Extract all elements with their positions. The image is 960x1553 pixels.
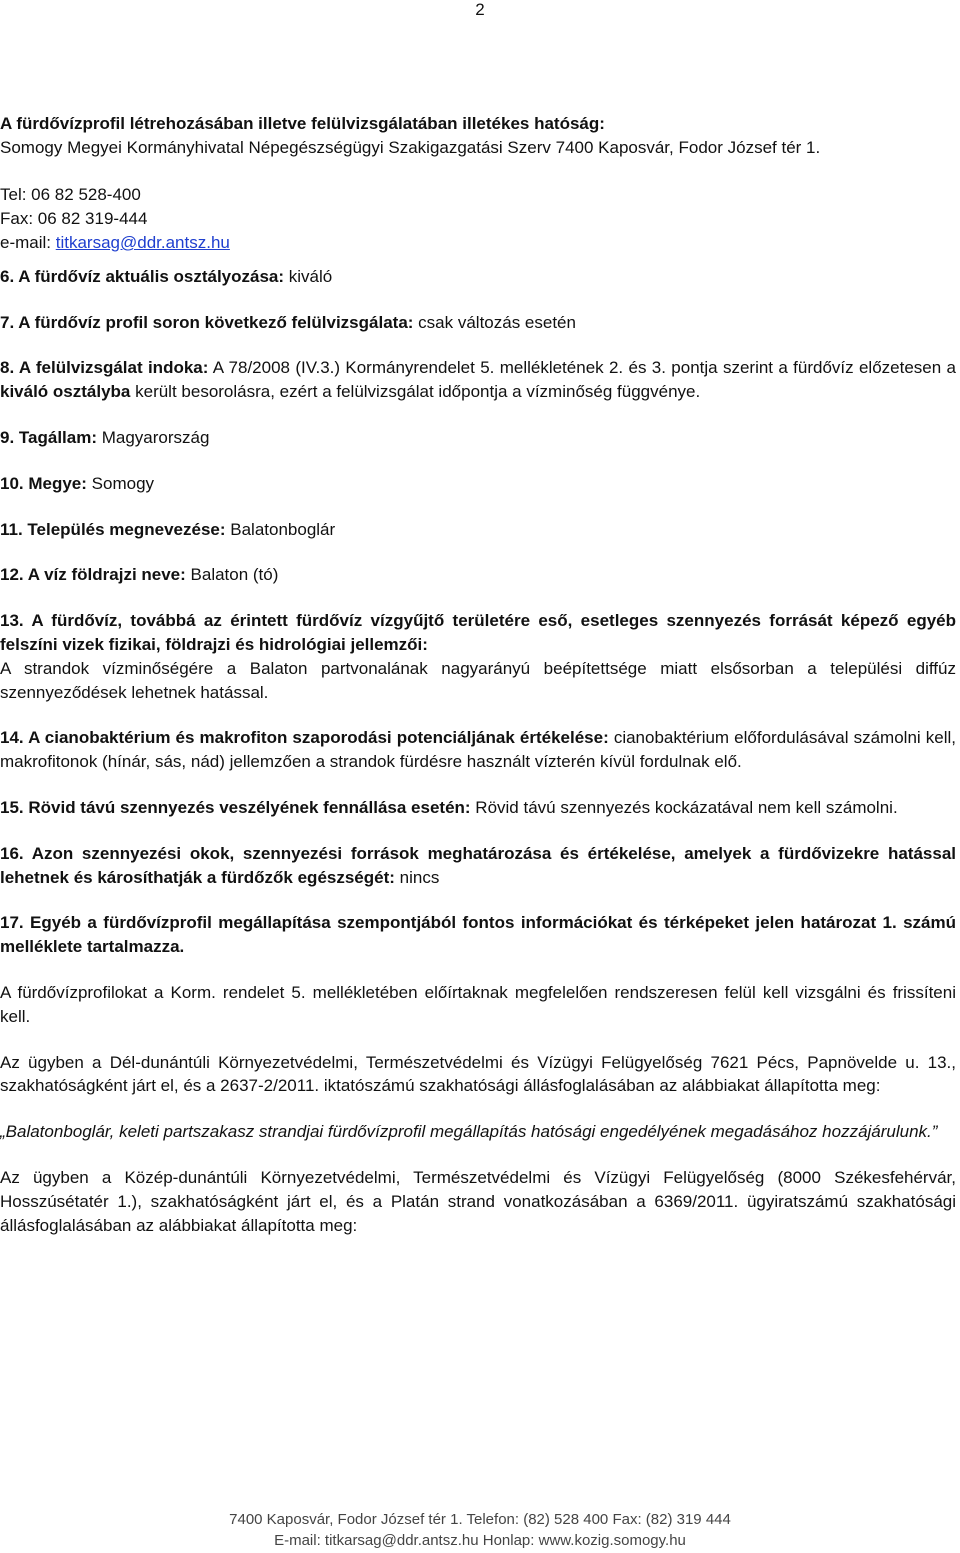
authority-address: Somogy Megyei Kormányhivatal Népegészségügyi Szakigazgatási Szerv 7400 Kaposvár, Fodor József tér 1. [0, 137, 821, 157]
section-14 [0, 726, 956, 774]
quote-approval: „Balatonboglár, keleti partszakasz strandjai fürdővízprofil megállapítás hatósági engedélyének megadásához hozzájárulunk.” [0, 1122, 938, 1142]
authority-heading: A fürdővízprofil létrehozásában illetve felülvizsgálatában illetékes hatóság: [0, 114, 605, 133]
section-8-bold: kiváló osztályba [0, 382, 131, 402]
email-link[interactable]: titkarsag@ddr.antsz.hu [55, 232, 230, 252]
section-6-label: 6. A fürdővíz aktuális osztályozása: [0, 266, 285, 286]
section-7-label: 7. A fürdővíz profil soron következő felülvizsgálata: [0, 312, 414, 332]
authority-fax: Fax: 06 82 319-444 [0, 209, 148, 229]
section-12-label: 12. A víz földrajzi neve: [0, 565, 186, 585]
section-17: 17. Egyéb a fürdővízprofil megállapítása szempontjából fontos információkat és térképeket jelen határozat 1. számú melléklete tartalmazza. [0, 913, 956, 957]
section-7 [0, 311, 956, 335]
document-body [0, 112, 956, 1237]
section-15-value: Rövid távú szennyezés kockázatával nem kell számolni. [470, 797, 898, 817]
section-10-value: Somogy [86, 473, 155, 493]
authority-tel: Tel: 06 82 528-400 [0, 185, 141, 205]
paragraph-authority-central: Az ügyben a Közép-dunántúli Környezetvédelmi, Természetvédelmi és Vízügyi Felügyelőség (8000 Székesfehérvár, Hosszúsétatér 1.), szakhatóságként járt el, és a Platán strand vonatkozásában a 6369/2011. ügyiratszámú szakhatósági állásfoglalásában az alábbiakat állapította meg: [0, 1167, 956, 1235]
section-12 [0, 563, 956, 587]
section-10-label: 10. Megye: [0, 473, 87, 493]
section-15-label: 15. Rövid távú szennyezés veszélyének fennállása esetén: [0, 797, 471, 817]
section-16-label: 16. Azon szennyezési okok, szennyezési források meghatározása és értékelése, amelyek a fürdővizekre hatással lehetnek és károsíthatják a fürdőzők egészségét: [0, 843, 956, 887]
email-label: e-mail: [0, 232, 56, 252]
section-8 [0, 356, 956, 404]
section-14-label: 14. A cianobaktérium és makrofiton szaporodási potenciáljának értékelése: [0, 728, 609, 748]
section-16-value: nincs [394, 867, 440, 887]
section-16 [0, 842, 956, 890]
section-6-value: kiváló [284, 266, 333, 286]
section-11 [0, 518, 956, 542]
section-14-value: cianobaktérium előfordulásával számolni kell, makrofitonok (hínár, sás, nád) jellemzően a strandok fürdésre használt vízterén kívül fordulnak elő. [0, 728, 956, 772]
section-13-label: 13. A fürdővíz, továbbá az érintett fürdővíz vízgyűjtő területére eső, esetleges szennyezés forrását képező egyéb felszíni vizek fizikai, földrajzi és hidrológiai jellemzői: [0, 611, 956, 654]
section-9 [0, 426, 956, 450]
section-13-value: A strandok vízminőségére a Balaton partvonalának nagyarányú beépítettsége miatt elsősorban a települési diffúz szennyeződések lehetnek hatással. [0, 658, 956, 702]
footer-contact: E-mail: titkarsag@ddr.antsz.hu Honlap: www.kozig.somogy.hu [274, 1532, 686, 1549]
section-6 [0, 265, 956, 289]
section-8-text: A 78/2008 (IV.3.) Kormányrendelet 5. mellékletének 2. és 3. pontja szerint a fürdővíz előzetesen a [208, 358, 956, 378]
section-12-value: Balaton (tó) [185, 565, 279, 585]
section-10 [0, 472, 956, 496]
paragraph-revision: A fürdővízprofilokat a Korm. rendelet 5. mellékletében előírtaknak megfelelően rendszeresen felül kell vizsgálni és frissíteni kell. [0, 982, 956, 1026]
section-11-label: 11. Település megnevezése: [0, 519, 226, 539]
section-9-label: 9. Tagállam: [0, 427, 97, 447]
section-7-value: csak változás esetén [413, 312, 576, 332]
page-number: 2 [475, 0, 485, 19]
footer-address: 7400 Kaposvár, Fodor József tér 1. Telefon: (82) 528 400 Fax: (82) 319 444 [229, 1511, 731, 1528]
authority-email-line [0, 231, 956, 255]
section-9-value: Magyarország [97, 427, 210, 447]
section-8-text-end: került besorolásra, ezért a felülvizsgálat időpontja a vízminőség függvénye. [130, 382, 701, 402]
section-15 [0, 796, 956, 820]
section-8-label: 8. A felülvizsgálat indoka: [0, 358, 209, 378]
paragraph-authority-south: Az ügyben a Dél-dunántúli Környezetvédelmi, Természetvédelmi és Vízügyi Felügyelőség 7621 Pécs, Papnövelde u. 13., szakhatóságként járt el, és a 2637-2/2011. iktatószámú szakhatósági állásfoglalásában az alábbiakat állapította meg: [0, 1052, 956, 1096]
section-11-value: Balatonboglár [225, 519, 336, 539]
